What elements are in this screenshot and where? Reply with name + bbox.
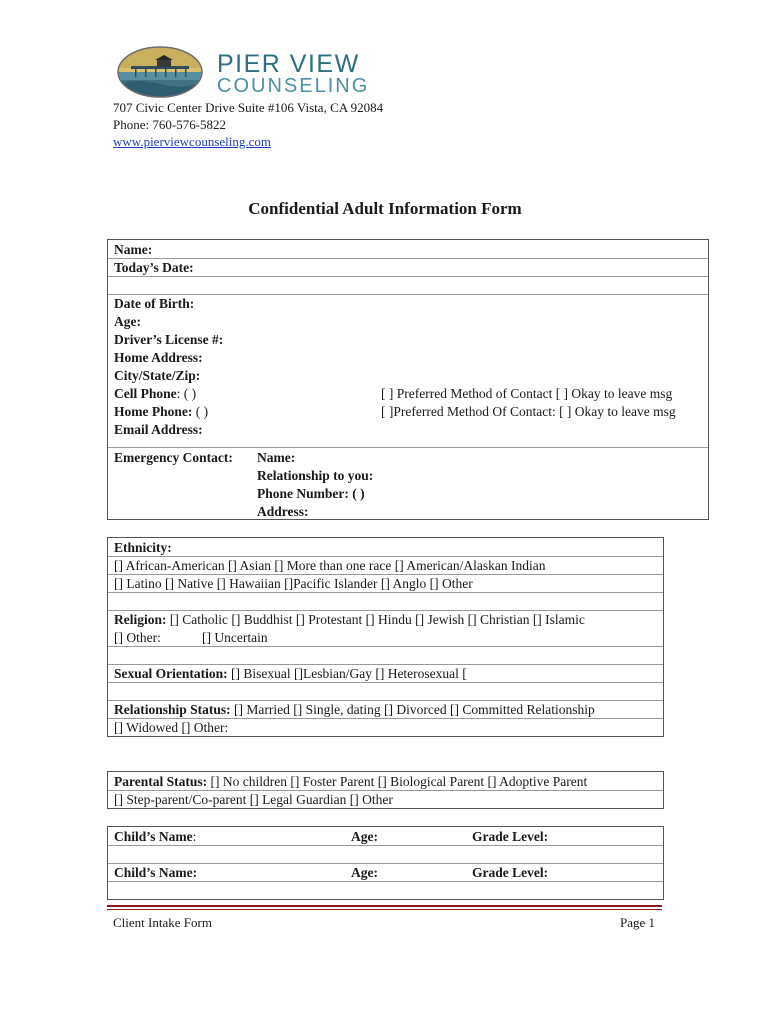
child-2-grade-field[interactable]: Grade Level: bbox=[472, 865, 549, 880]
children-section bbox=[107, 826, 664, 900]
religion-label: Religion: bbox=[114, 612, 167, 627]
child-2-name-field[interactable]: Child’s Name: bbox=[114, 865, 198, 880]
home-phone-field[interactable] bbox=[114, 403, 208, 421]
cell-phone-paren: : ( ) bbox=[176, 386, 197, 401]
contact-block bbox=[113, 99, 383, 150]
office-phone: Phone: 760-576-5822 bbox=[113, 117, 227, 132]
emergency-phone-field[interactable]: Phone Number: ( ) bbox=[257, 486, 365, 501]
website-link[interactable]: www.pierviewcounseling.com bbox=[113, 134, 272, 149]
ethnicity-label: Ethnicity: bbox=[114, 540, 172, 555]
child-2-age-field[interactable]: Age: bbox=[351, 865, 378, 880]
email-field[interactable]: Email Address: bbox=[114, 422, 203, 437]
drivers-license-field[interactable]: Driver’s License #: bbox=[114, 332, 224, 347]
home-phone-label: Home Phone: bbox=[114, 404, 193, 419]
city-state-zip-field[interactable]: City/State/Zip: bbox=[114, 368, 201, 383]
religion-row bbox=[114, 611, 585, 629]
child-1-age-field[interactable]: Age: bbox=[351, 829, 378, 844]
todays-date-field[interactable]: Today’s Date: bbox=[114, 260, 194, 275]
footer-rule-thin bbox=[107, 909, 662, 910]
date-of-birth-field[interactable]: Date of Birth: bbox=[114, 296, 195, 311]
cell-phone-preferences[interactable]: [ ] Preferred Method of Contact [ ] Okay to leave msg bbox=[381, 386, 673, 401]
cell-phone-field[interactable] bbox=[114, 385, 196, 403]
orientation-options[interactable]: [] Bisexual []Lesbian/Gay [] Heterosexual [ bbox=[231, 666, 467, 681]
home-phone-paren: ( ) bbox=[192, 404, 209, 419]
name-field[interactable]: Name: bbox=[114, 242, 153, 257]
office-address: 707 Civic Center Drive Suite #106 Vista, CA 92084 bbox=[113, 100, 384, 115]
demographics-section bbox=[107, 537, 664, 737]
personal-info-section bbox=[107, 239, 709, 520]
parental-label: Parental Status: bbox=[114, 774, 208, 789]
emergency-address-field[interactable]: Address: bbox=[257, 504, 309, 519]
orientation-row bbox=[114, 665, 467, 683]
emergency-relationship-field[interactable]: Relationship to you: bbox=[257, 468, 374, 483]
emergency-name-field[interactable]: Name: bbox=[257, 450, 296, 465]
parental-options-2[interactable]: [] Step-parent/Co-parent [] Legal Guardian [] Other bbox=[114, 792, 393, 807]
religion-other[interactable]: [] Other: bbox=[114, 630, 161, 645]
parental-options-1[interactable]: [] No children [] Foster Parent [] Biological Parent [] Adoptive Parent bbox=[210, 774, 588, 789]
home-phone-preferences[interactable]: [ ]Preferred Method Of Contact: [ ] Okay to leave msg bbox=[381, 404, 676, 419]
footer-rule-thick bbox=[107, 905, 662, 907]
child-1-name-label: Child’s Name bbox=[114, 829, 193, 844]
parental-row bbox=[114, 773, 587, 791]
relationship-options-2[interactable]: [] Widowed [] Other: bbox=[114, 720, 229, 735]
religion-uncertain[interactable]: [] Uncertain bbox=[202, 630, 268, 645]
parental-section bbox=[107, 771, 664, 809]
home-address-field[interactable]: Home Address: bbox=[114, 350, 203, 365]
religion-options-1[interactable]: [] Catholic [] Buddhist [] Protestant [] Hindu [] Jewish [] Christian [] Islamic bbox=[169, 612, 585, 627]
ethnicity-options-2[interactable]: [] Latino [] Native [] Hawaiian []Pacific Islander [] Anglo [] Other bbox=[114, 576, 473, 591]
emergency-contact-label: Emergency Contact: bbox=[114, 450, 233, 465]
age-field[interactable]: Age: bbox=[114, 314, 141, 329]
cell-phone-label: Cell Phone bbox=[114, 386, 177, 401]
child-1-grade-field[interactable]: Grade Level: bbox=[472, 829, 549, 844]
ethnicity-options-1[interactable]: [] African-American [] Asian [] More than one race [] American/Alaskan Indian bbox=[114, 558, 546, 573]
form-title: Confidential Adult Information Form bbox=[248, 199, 522, 218]
pier-logo-icon bbox=[117, 46, 203, 98]
relationship-row bbox=[114, 701, 595, 719]
child-1-name-colon: : bbox=[192, 829, 197, 844]
child-1-name-field[interactable] bbox=[114, 828, 196, 846]
pier-view-logo bbox=[117, 46, 387, 102]
relationship-options-1[interactable]: [] Married [] Single, dating [] Divorced [] Committed Relationship bbox=[234, 702, 595, 717]
logo-line1: PIER VIEW bbox=[217, 50, 360, 78]
footer-page-number: Page 1 bbox=[620, 915, 656, 930]
logo-line2: COUNSELING bbox=[217, 75, 370, 97]
relationship-label: Relationship Status: bbox=[114, 702, 231, 717]
footer-form-name: Client Intake Form bbox=[113, 915, 212, 930]
orientation-label: Sexual Orientation: bbox=[114, 666, 228, 681]
